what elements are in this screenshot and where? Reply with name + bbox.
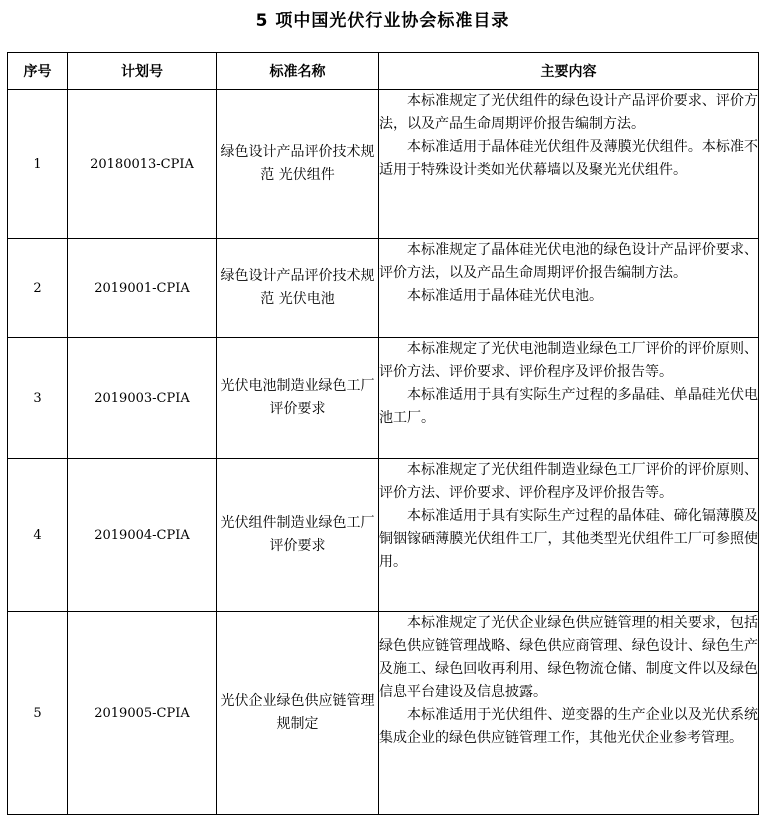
plan-number: 2019003-CPIA bbox=[68, 338, 217, 459]
document-title: 5 项中国光伏行业协会标准目录 bbox=[255, 11, 510, 31]
row-number: 2 bbox=[8, 239, 68, 338]
table-header-row bbox=[8, 53, 759, 90]
content-paragraph: 本标准适用于具有实际生产过程的多晶硅、单晶硅光伏电池工厂。 bbox=[379, 387, 758, 426]
header-name: 标准名称 bbox=[217, 53, 379, 90]
main-content bbox=[379, 239, 759, 338]
header-content: 主要内容 bbox=[379, 53, 759, 90]
content-paragraph: 本标准适用于光伏组件、逆变器的生产企业以及光伏系统集成企业的绿色供应链管理工作，其他光伏企业参考管理。 bbox=[379, 707, 758, 746]
content-paragraph: 本标准规定了光伏电池制造业绿色工厂评价的评价原则、评价方法、评价要求、评价程序及评价报告等。 bbox=[379, 341, 758, 380]
plan-number: 2019005-CPIA bbox=[68, 612, 217, 815]
table-row bbox=[8, 239, 759, 338]
main-content bbox=[379, 338, 759, 459]
plan-number: 2019004-CPIA bbox=[68, 459, 217, 612]
content-paragraph: 本标准适用于晶体硅光伏电池。 bbox=[407, 288, 603, 304]
standard-name: 绿色设计产品评价技术规范 光伏电池 bbox=[217, 239, 379, 338]
content-paragraph: 本标准规定了光伏企业绿色供应链管理的相关要求，包括绿色供应链管理战略、绿色供应商管理、绿色设计、绿色生产及施工、绿色回收再利用、绿色物流仓储、制度文件以及绿色信息平台建设及信息披露。 bbox=[379, 615, 758, 700]
header-no: 序号 bbox=[8, 53, 68, 90]
table-row bbox=[8, 338, 759, 459]
standard-name: 光伏组件制造业绿色工厂评价要求 bbox=[217, 459, 379, 612]
standard-name: 绿色设计产品评价技术规范 光伏组件 bbox=[217, 90, 379, 239]
table-row bbox=[8, 459, 759, 612]
row-number: 4 bbox=[8, 459, 68, 612]
content-paragraph: 本标准规定了光伏组件制造业绿色工厂评价的评价原则、评价方法、评价要求、评价程序及评价报告等。 bbox=[379, 462, 758, 501]
standard-name: 光伏电池制造业绿色工厂评价要求 bbox=[217, 338, 379, 459]
main-content bbox=[379, 612, 759, 815]
main-content bbox=[379, 459, 759, 612]
standard-name: 光伏企业绿色供应链管理规制定 bbox=[217, 612, 379, 815]
content-paragraph: 本标准适用于具有实际生产过程的晶体硅、碲化镉薄膜及铜铟镓硒薄膜光伏组件工厂，其他类型光伏组件工厂可参照使用。 bbox=[379, 508, 758, 570]
content-paragraph: 本标准规定了晶体硅光伏电池的绿色设计产品评价要求、评价方法，以及产品生命周期评价报告编制方法。 bbox=[379, 242, 758, 281]
content-paragraph: 本标准适用于晶体硅光伏组件及薄膜光伏组件。本标准不适用于特殊设计类如光伏幕墙以及聚光光伏组件。 bbox=[379, 139, 758, 178]
main-content bbox=[379, 90, 759, 239]
content-paragraph: 本标准规定了光伏组件的绿色设计产品评价要求、评价方法，以及产品生命周期评价报告编制方法。 bbox=[379, 93, 758, 132]
row-number: 1 bbox=[8, 90, 68, 239]
plan-number: 2019001-CPIA bbox=[68, 239, 217, 338]
plan-number: 20180013-CPIA bbox=[68, 90, 217, 239]
table-row bbox=[8, 612, 759, 815]
table-row bbox=[8, 90, 759, 239]
row-number: 3 bbox=[8, 338, 68, 459]
header-code: 计划号 bbox=[68, 53, 217, 90]
row-number: 5 bbox=[8, 612, 68, 815]
standards-table bbox=[7, 52, 759, 815]
